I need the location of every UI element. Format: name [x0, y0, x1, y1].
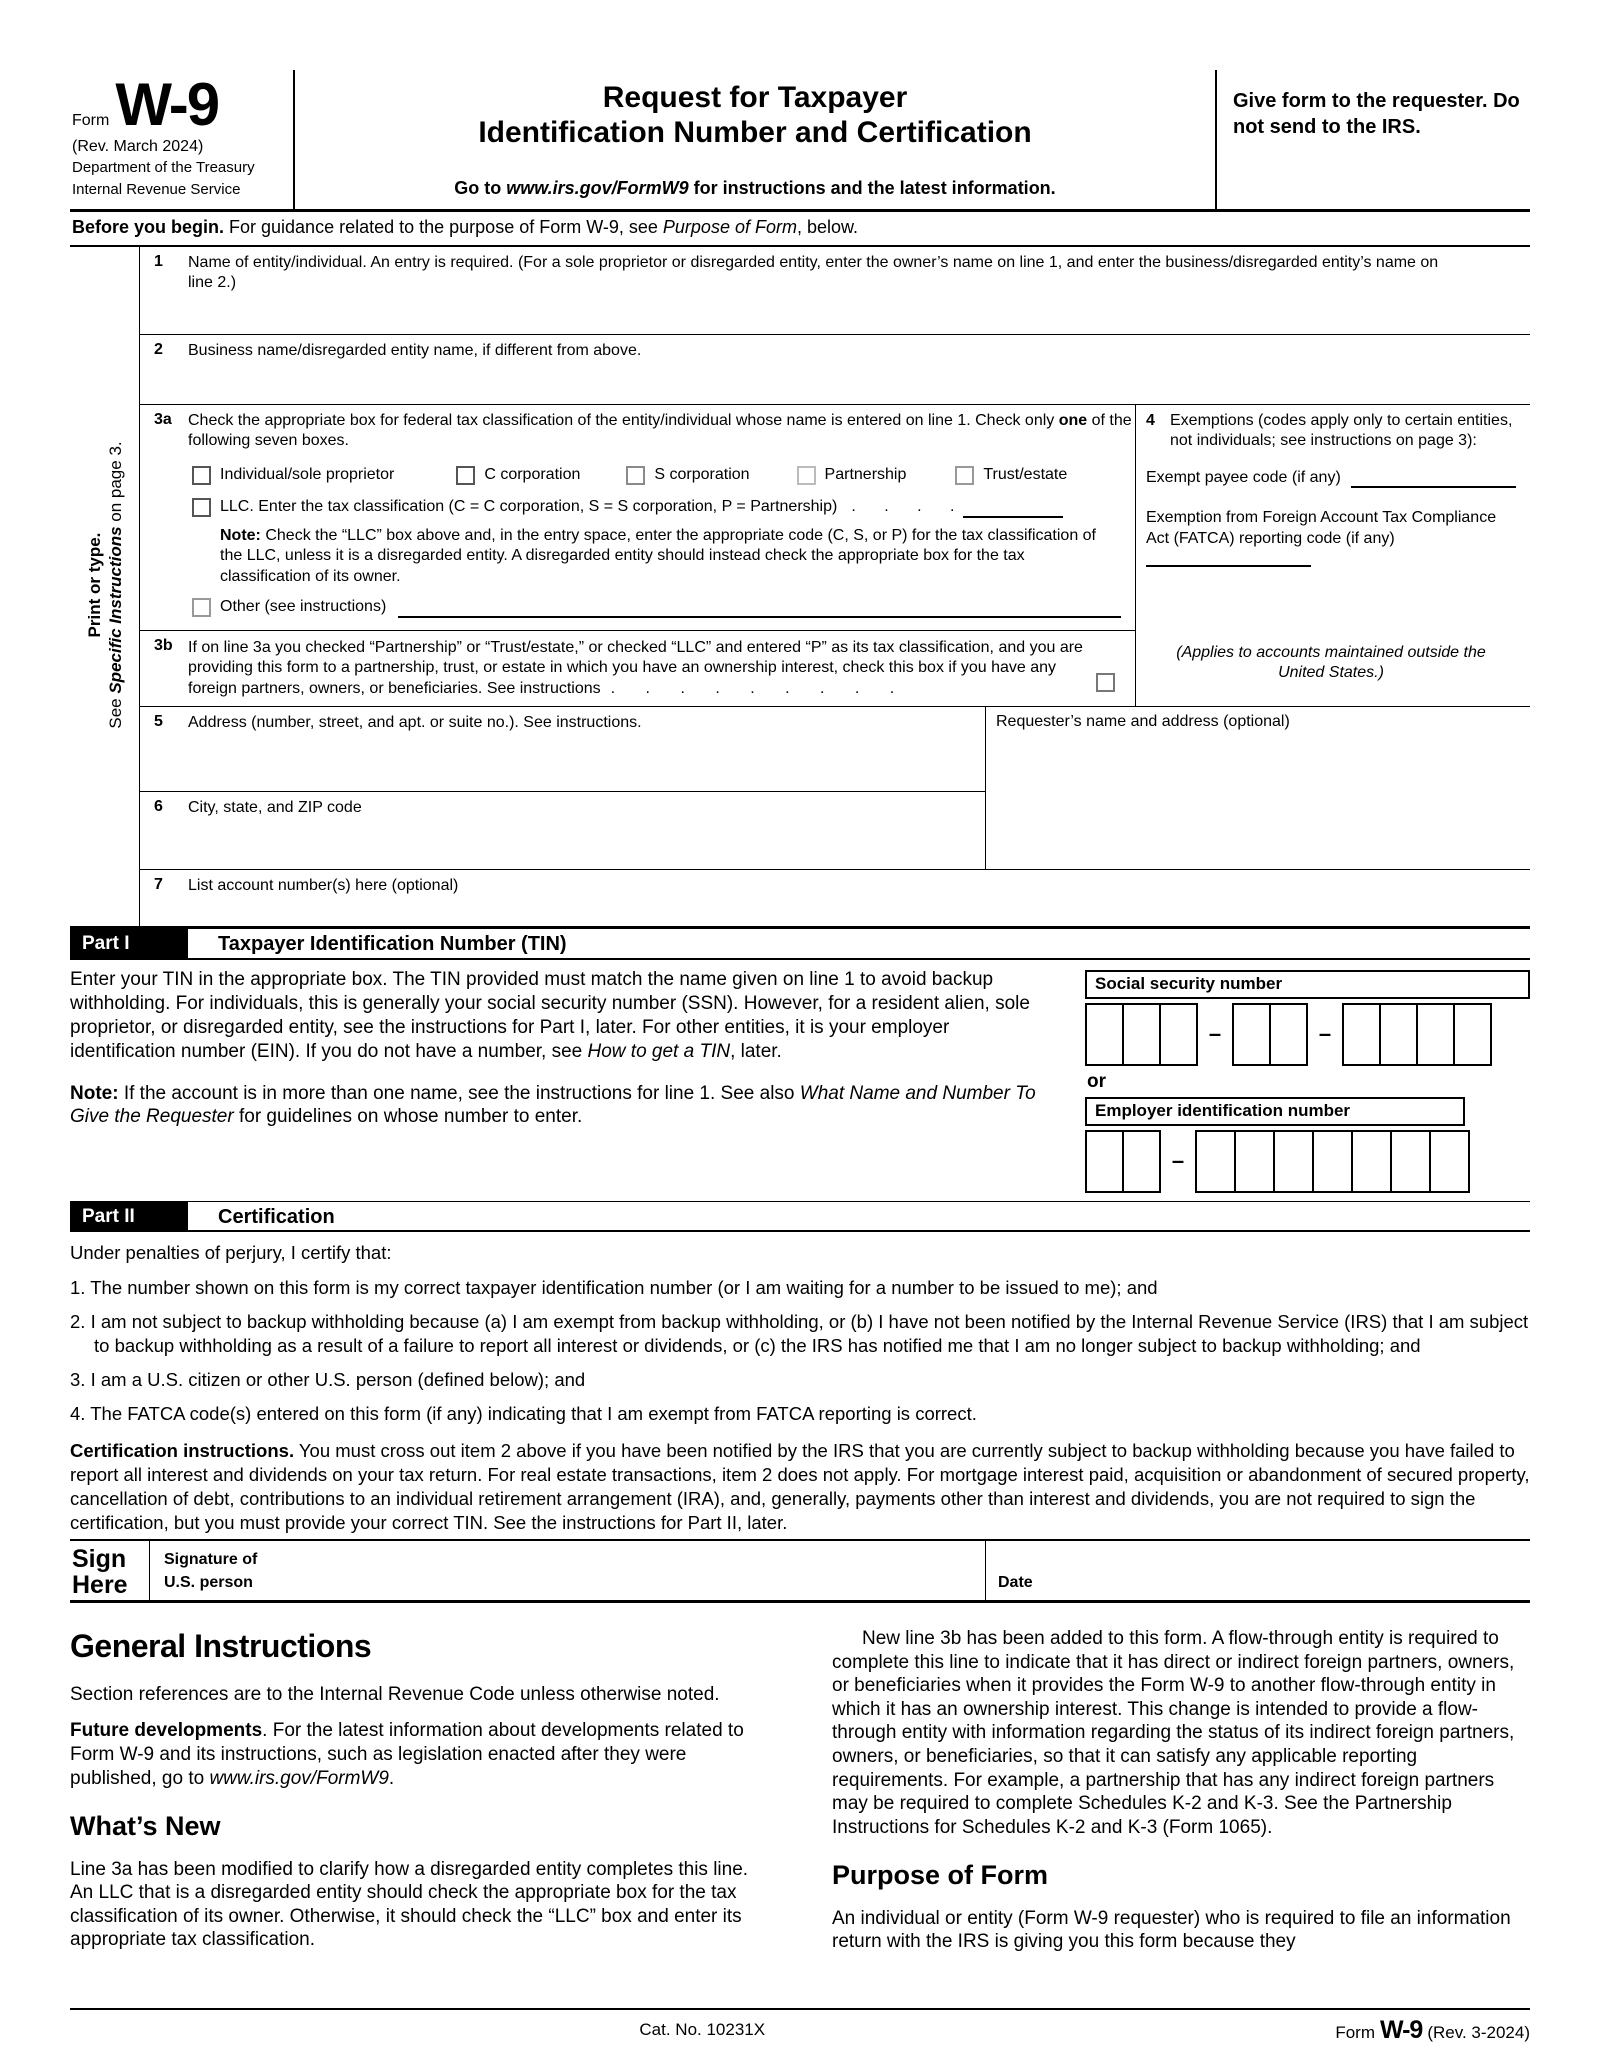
- line6-row: [140, 791, 985, 869]
- trust-estate-label: Trust/estate: [983, 465, 1068, 483]
- before-begin-italic: Purpose of Form: [662, 217, 797, 237]
- signature-cell: [150, 1541, 985, 1600]
- p1-note-b: for guidelines on whose number to enter.: [233, 1106, 583, 1128]
- line7-content: [188, 870, 1530, 926]
- ein-digit-box[interactable]: [1085, 1130, 1124, 1193]
- certification-intro: Under penalties of perjury, I certify that:: [70, 1241, 392, 1263]
- line5-row: [140, 707, 985, 791]
- ein-digit-box[interactable]: [1122, 1130, 1161, 1193]
- ein-digit-box[interactable]: [1273, 1130, 1314, 1193]
- form-number-w9: W-9: [115, 71, 219, 138]
- other-option-row: [192, 597, 1121, 617]
- certification-item: [70, 1402, 1530, 1426]
- form-id-block: [70, 70, 295, 209]
- ssn-dash: –: [1318, 1021, 1332, 1047]
- cert-item3-text: I am a U.S. citizen or other U.S. person (defined below); and: [90, 1368, 586, 1390]
- specific-instructions-label: [106, 247, 126, 923]
- ssn-digit-box[interactable]: [1232, 1003, 1271, 1066]
- partnership-label: Partnership: [824, 465, 907, 483]
- line6-content: [188, 792, 985, 869]
- before-begin-suffix: , below.: [796, 217, 859, 237]
- form-title-line2: Identification Number and Certification: [478, 116, 1032, 150]
- requester-input-area[interactable]: [996, 731, 1520, 863]
- line4-exemptions-column: [1135, 405, 1530, 706]
- foreign-partners-checkbox[interactable]: [1096, 673, 1115, 692]
- line1-content: [188, 247, 1530, 334]
- instructions-right-column: [832, 1627, 1530, 1966]
- cert-item2-num: 2.: [70, 1310, 86, 1332]
- date-label: Date: [998, 1574, 1033, 1592]
- ein-digit-box[interactable]: [1351, 1130, 1392, 1193]
- llc-note: [220, 526, 1107, 587]
- fatca-label: Exemption from Foreign Account Tax Compliance Act (FATCA) reporting code (if any): [1146, 509, 1497, 547]
- line2-label: Business name/disregarded entity name, if different from above.: [188, 342, 642, 359]
- catalog-number: Cat. No. 10231X: [639, 2020, 766, 2039]
- or-label: or: [1087, 1070, 1106, 1092]
- purpose-of-form-title: Purpose of Form: [832, 1860, 1049, 1891]
- before-begin-bold: Before you begin.: [72, 217, 225, 237]
- part1-bar: [70, 929, 1530, 960]
- trust-estate-checkbox[interactable]: [955, 466, 974, 485]
- part2-bar: [70, 1201, 1530, 1232]
- fatca-code-entry[interactable]: [1146, 549, 1311, 567]
- individual-checkbox[interactable]: [192, 466, 211, 485]
- future-dev-end: .: [388, 1767, 395, 1789]
- line5-label: Address (number, street, and apt. or suite no.). See instructions.: [188, 713, 642, 731]
- line7-number: 7: [154, 875, 163, 893]
- form-number-line: [72, 71, 285, 138]
- other-entry-line[interactable]: [398, 600, 1121, 618]
- instructions-left-column: [70, 1627, 768, 1966]
- cert-instr-text: You must cross out item 2 above if you have been notified by the IRS that you are currently subject to backup withholding because you have failed to report all interest and dividends on your tax return. For real estate transactions, item 2 does not apply. For mortgage interest paid, acquisition or abandonment of secured property, cancellation of debt, contributions to an individual retirement arrangement (IRA), and, generally, payments other than interest and dividends, you are not required to sign the certification, but you must provide your correct TIN. See the instructions for Part II, later.: [70, 1440, 1530, 1534]
- signature-input-area[interactable]: [324, 1548, 985, 1600]
- p1-note-italic: What Name and Number To Give the Requester: [70, 1082, 1036, 1128]
- address-block: [140, 707, 1530, 870]
- line1-input-area[interactable]: [188, 294, 1530, 334]
- part2-title: Certification: [218, 1205, 335, 1228]
- goto-suffix: for instructions and the latest information.: [688, 178, 1056, 198]
- department-line: Department of the Treasury: [72, 159, 255, 176]
- ssn-digit-box[interactable]: [1122, 1003, 1161, 1066]
- goto-url: www.irs.gov/FormW9: [506, 178, 689, 198]
- ssn-digit-box[interactable]: [1416, 1003, 1455, 1066]
- goto-prefix: Go to: [454, 178, 507, 198]
- cert-item4-num: 4.: [70, 1402, 86, 1424]
- line7-row: [140, 870, 1530, 926]
- sidebar-see: See: [105, 693, 125, 729]
- applies-note: (Applies to accounts maintained outside the United States.): [1176, 643, 1486, 682]
- form-title-block: [295, 70, 1215, 209]
- line3b-text-wrap: [188, 638, 1085, 699]
- cert-item1-num: 1.: [70, 1276, 86, 1298]
- date-cell: [985, 1541, 1530, 1600]
- certification-instructions: [70, 1439, 1530, 1535]
- line3b-number: 3b: [154, 636, 173, 654]
- form-word-label: Form: [72, 112, 110, 129]
- line6-label: City, state, and ZIP code: [188, 798, 362, 816]
- line3b-row: [140, 630, 1135, 706]
- form-header: [70, 70, 1530, 212]
- line5-number: 5: [154, 712, 163, 730]
- signature-label: [164, 1548, 324, 1600]
- sidebar-vertical-text: [72, 247, 138, 923]
- cert-instr-bold: Certification instructions.: [70, 1440, 295, 1462]
- whats-new-para: Line 3a has been modified to clarify how a disregarded entity completes this line. An LLC that is a disregarded entity should check the appropriate box for the tax classification of its owner. Otherwise, it should check the “LLC” box and enter its appropriate tax classification.: [70, 1858, 749, 1951]
- ssn-digit-box[interactable]: [1159, 1003, 1198, 1066]
- certification-item: [70, 1310, 1530, 1358]
- llc-label: LLC. Enter the tax classification (C = C corporation, S = S corporation, P = Partnership): [220, 498, 838, 516]
- part2-body: [70, 1232, 1530, 1535]
- print-or-type-label: Print or type.: [84, 532, 104, 638]
- other-checkbox[interactable]: [192, 598, 211, 617]
- cert-item3-num: 3.: [70, 1368, 86, 1390]
- whats-new-title: What’s New: [70, 1811, 221, 1842]
- part2-chip: Part II: [70, 1202, 188, 1230]
- llc-checkbox[interactable]: [192, 498, 211, 517]
- p1-para1-italic: How to get a TIN: [587, 1040, 731, 1062]
- c-corporation-label: C corporation: [484, 465, 581, 483]
- fatca-row: [1146, 508, 1516, 573]
- print-or-type-sidebar: [70, 247, 140, 926]
- footer-revision: (Rev. 3-2024): [1427, 2023, 1530, 2042]
- sign-here-row: [70, 1539, 1530, 1603]
- cert-item4-text: The FATCA code(s) entered on this form (if any) indicating that I am exempt from FATCA reporting is correct.: [90, 1402, 977, 1424]
- footer-form-id: [1335, 2016, 1530, 2045]
- part1-chip: Part I: [70, 929, 188, 958]
- line3a-label-a: Check the appropriate box for federal tax classification of the entity/individual whose name is entered on line 1. Check only: [188, 412, 1059, 429]
- line2-number: 2: [154, 341, 163, 358]
- s-corporation-checkbox[interactable]: [626, 466, 645, 485]
- ssn-digit-box[interactable]: [1269, 1003, 1308, 1066]
- line3a-content: [188, 405, 1135, 630]
- sign-word: Sign: [72, 1545, 127, 1574]
- line3b-added-para: New line 3b has been added to this form. A flow-through entity is required to complete this line to indicate that it has direct or indirect foreign partners, owners, or beneficiaries when it provides the Form W-9 to another flow-through entity in which it has an ownership interest. This change is intended to provide a flow-through entity with information regarding the status of its indirect foreign partners, owners, or beneficiaries, so that it can satisfy any applicable reporting requirements. For example, a partnership that has any indirect foreign partners may be required to complete Schedules K-2 and K-3. See the Partnership Instructions for Schedules K-2 and K-3 (Form 1065).: [832, 1628, 1515, 1838]
- llc-note-text: Check the “LLC” box above and, in the entry space, enter the appropriate code (C, S, or P) for the tax classification of the LLC, unless it is a disregarded entity. A disregarded entity should instead check the appropriate box for the tax classification of its owner.: [220, 526, 1096, 585]
- line3a-number: 3a: [154, 411, 172, 428]
- sidebar-emph: Specific Instructions: [105, 526, 125, 694]
- certification-item: [70, 1368, 1530, 1392]
- line3a-label-one: one: [1058, 412, 1088, 429]
- part1-body: [70, 960, 1530, 1201]
- page-footer: [70, 2008, 1530, 2056]
- requester-label: Requester’s name and address (optional): [996, 712, 1290, 730]
- part1-note: [70, 1082, 1055, 1130]
- line1-number: 1: [154, 253, 163, 270]
- line2-row: [140, 335, 1530, 405]
- llc-option-row: [192, 497, 1135, 517]
- exempt-payee-entry[interactable]: [1351, 470, 1516, 488]
- c-corporation-checkbox[interactable]: [456, 466, 475, 485]
- signature-label-line1: Signature of: [164, 1551, 258, 1569]
- p1-note-bold: Note:: [70, 1082, 119, 1104]
- ein-box-row: [1085, 1130, 1530, 1193]
- requester-cell: [985, 707, 1530, 869]
- general-instructions-section: [70, 1603, 1530, 1966]
- c-corporation-option: [456, 465, 580, 485]
- ssn-digit-box[interactable]: [1453, 1003, 1492, 1066]
- footer-form-number: W-9: [1379, 2016, 1423, 2044]
- ein-digit-box[interactable]: [1312, 1130, 1353, 1193]
- tax-class-checkbox-row: [192, 465, 1135, 485]
- sign-here-label: [70, 1541, 150, 1600]
- before-begin-text: For guidance related to the purpose of Form W-9, see: [224, 217, 663, 237]
- ein-dash: –: [1171, 1148, 1185, 1174]
- line6-number: 6: [154, 797, 163, 815]
- line7-input-area[interactable]: [188, 896, 1530, 926]
- ssn-box-row: [1085, 1003, 1530, 1066]
- line3b-text: If on line 3a you checked “Partnership” or “Trust/estate,” or checked “LLC” and entered “P” as its tax classification, and you are providing this form to a partnership, trust, or estate in which you have an ownership interest, check this box if you have any foreign partners, owners, or beneficiaries. See instructions: [188, 638, 1083, 697]
- ein-label-box: Employer identification number: [1085, 1097, 1465, 1126]
- section-references-para: Section references are to the Internal Revenue Code unless otherwise noted.: [70, 1683, 720, 1705]
- p1-note-a: If the account is in more than one name, see the instructions for line 1. See also: [118, 1082, 800, 1104]
- give-form-notice: Give form to the requester. Do not send to the IRS.: [1215, 70, 1530, 209]
- s-corporation-option: [626, 465, 749, 485]
- ssn-label-box: Social security number: [1085, 970, 1530, 999]
- line7-label: List account number(s) here (optional): [188, 876, 459, 894]
- ssn-digit-box[interactable]: [1085, 1003, 1124, 1066]
- form-title-line1: Request for Taxpayer: [602, 81, 908, 114]
- footer-form-word: Form: [1335, 2023, 1375, 2042]
- line3a-row: [140, 405, 1135, 630]
- llc-note-bold: Note:: [220, 526, 261, 544]
- ssn-digit-box[interactable]: [1379, 1003, 1418, 1066]
- purpose-of-form-para: An individual or entity (Form W-9 requester) who is required to file an information return with the IRS is giving you this form because they: [832, 1907, 1511, 1953]
- ein-digit-box[interactable]: [1429, 1130, 1470, 1193]
- llc-code-entry[interactable]: [963, 500, 1063, 518]
- ein-digit-box[interactable]: [1234, 1130, 1275, 1193]
- line4-header: [1146, 411, 1516, 452]
- other-label: Other (see instructions): [220, 598, 387, 616]
- goto-instructions-line: [311, 178, 1199, 201]
- service-line: Internal Revenue Service: [72, 180, 241, 198]
- line1-label: Name of entity/individual. An entry is required. (For a sole proprietor or disregarded entity, enter the owner’s name on line 1, and enter the business/disregarded entity’s name on line 2.): [188, 254, 1439, 292]
- ein-digit-box[interactable]: [1195, 1130, 1236, 1193]
- page-title: [311, 80, 1199, 151]
- part1-paragraph1: [70, 968, 1055, 1064]
- line3b-dot-leader: . . . . . . . . .: [610, 679, 896, 697]
- line2-content: [188, 335, 1530, 404]
- future-developments-para: [70, 1719, 768, 1790]
- line3a-label: [188, 411, 1135, 452]
- classification-block: [140, 405, 1530, 707]
- individual-label: Individual/sole proprietor: [220, 465, 395, 483]
- general-instructions-title: General Instructions: [70, 1628, 372, 1665]
- line3a-label-b: of the following seven boxes.: [188, 412, 1132, 450]
- p1-para1-b: , later.: [730, 1040, 782, 1062]
- ein-digit-box[interactable]: [1390, 1130, 1431, 1193]
- address-left: [140, 707, 985, 869]
- line6-input-area[interactable]: [188, 818, 985, 869]
- classification-left: [140, 405, 1135, 706]
- p1-para1-a: Enter your TIN in the appropriate box. The TIN provided must match the name given on line 1 to avoid backup withholding. For individuals, this is generally your social security number (SSN). However, for a resident alien, sole proprietor, or disregarded entity, see the instructions for Part I, later. For other entities, it is your employer identification number (EIN). If you do not have a number, see: [70, 968, 1030, 1062]
- trust-estate-option: [955, 465, 1067, 485]
- line4-label: Exemptions (codes apply only to certain entities, not individuals; see instructions on page 3):: [1170, 412, 1513, 450]
- line5-content: [188, 707, 985, 791]
- exempt-payee-row: [1146, 468, 1516, 488]
- ssn-digit-box[interactable]: [1342, 1003, 1381, 1066]
- sidebar-suffix: on page 3.: [105, 441, 125, 527]
- cert-item2-text: I am not subject to backup withholding because (a) I am exempt from backup withholding, or (b) I have not been notified by the Internal Revenue Service (IRS) that I am subject to backup withholding as a result of a failure to report all interest or dividends, or (c) the IRS has notified me that I am no longer subject to backup withholding; and: [90, 1310, 1529, 1356]
- certification-item: [70, 1276, 1530, 1300]
- future-dev-url: www.irs.gov/FormW9: [209, 1767, 389, 1789]
- part1-title: Taxpayer Identification Number (TIN): [218, 932, 567, 955]
- before-you-begin-line: [70, 212, 1530, 247]
- form-body: [70, 247, 1530, 929]
- individual-option: [192, 465, 394, 485]
- line3b-content: [188, 631, 1135, 706]
- form-revision: (Rev. March 2024): [72, 138, 204, 155]
- partnership-option: [797, 465, 907, 485]
- tin-column: [1085, 968, 1530, 1193]
- here-word: Here: [72, 1571, 128, 1600]
- partnership-checkbox[interactable]: [797, 466, 816, 485]
- cert-item1-text: The number shown on this form is my correct taxpayer identification number (or I am waiting for a number to be issued to me); and: [90, 1276, 1158, 1298]
- signature-label-line2: U.S. person: [164, 1574, 253, 1592]
- part1-text: [70, 968, 1085, 1193]
- future-dev-bold: Future developments: [70, 1720, 263, 1742]
- ssn-dash: –: [1208, 1021, 1222, 1047]
- form-fields: [140, 247, 1530, 926]
- future-dev-text: . For the latest information about developments related to Form W-9 and its instructions, such as legislation enacted after they were published, go to: [70, 1720, 744, 1789]
- s-corporation-label: S corporation: [654, 465, 750, 483]
- line2-input-area[interactable]: [188, 361, 1530, 404]
- line5-input-area[interactable]: [188, 733, 985, 791]
- line4-number: 4: [1146, 412, 1155, 429]
- llc-dot-leader: . . . .: [851, 498, 956, 516]
- line1-row: [140, 247, 1530, 335]
- exempt-payee-label: Exempt payee code (if any): [1146, 468, 1341, 486]
